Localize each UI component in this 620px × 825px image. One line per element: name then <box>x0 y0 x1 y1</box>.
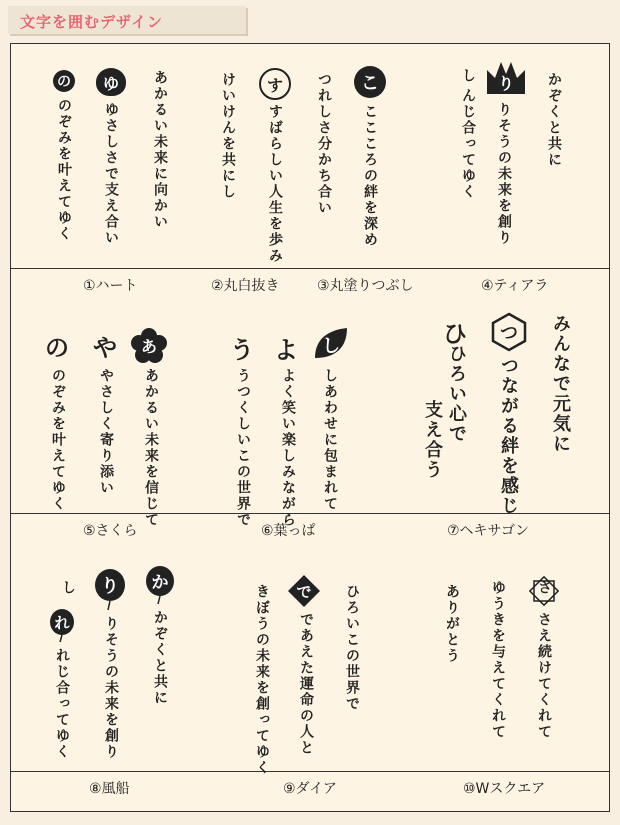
heart-badge-icon: ゆ <box>96 68 126 96</box>
design-caption: ⑤さくら <box>83 523 138 539</box>
design-sample-frame <box>10 43 610 812</box>
svg-text:り: り <box>497 74 515 93</box>
vertical-text-line: りそうの未来を創り <box>496 102 512 246</box>
vertical-text-line: うつくしいこの世界で <box>235 368 251 528</box>
balloon-badge-icon <box>143 566 177 606</box>
svg-text:か: か <box>151 573 169 593</box>
vertical-text-line: あかるい未来を信じて <box>143 368 159 528</box>
design-caption: ⑦ヘキサゴン <box>447 523 529 539</box>
vertical-text-line: し <box>460 68 476 84</box>
vertical-text-line: んじ合ってゆく <box>460 88 476 200</box>
vertical-text-line: すばらしい人生を歩み <box>267 104 283 264</box>
svg-text:つ: つ <box>500 323 518 344</box>
vertical-text-line: かぞくと共に <box>152 610 168 706</box>
design-caption: ⑩Wスクエア <box>463 781 546 797</box>
design-caption: ①ハート <box>83 278 138 294</box>
plain-big-letter: の <box>45 333 69 362</box>
vertical-text-line: きぼうの未来を創ってゆく <box>254 584 270 776</box>
vertical-text-line: ゆうきを与えてくれて <box>490 580 506 740</box>
vertical-text-line: かぞくと共に <box>546 72 562 168</box>
plain-big-letter: よ <box>274 335 298 364</box>
heart-badge-icon: の <box>53 70 75 92</box>
plain-big-letter: や <box>93 333 117 362</box>
vertical-text-line: しあわせに包まれて <box>322 368 338 512</box>
vertical-text-line: れじ合ってゆく <box>54 648 70 760</box>
design-caption: ⑨ダイア <box>283 781 337 797</box>
design-caption: ②丸白抜き <box>211 278 280 294</box>
vertical-text-line: し <box>60 580 76 596</box>
vertical-text-line: 支え合う <box>422 400 443 480</box>
vertical-text-line: つれしさ分かち合い <box>316 72 332 216</box>
row-divider <box>11 513 609 514</box>
leaf-badge-icon <box>311 326 351 362</box>
vertical-text-line: やさしく寄り添い <box>98 368 114 496</box>
vertical-text-line: ここころの絆を深め <box>362 104 378 248</box>
design-caption: ⑧風船 <box>89 781 130 797</box>
vertical-text-line: ゆさしさで支え合い <box>103 102 119 246</box>
vertical-text-line: みんなで元気に <box>550 314 571 454</box>
vertical-text-line: のぞみを叶えてゆく <box>50 368 66 512</box>
svg-text:れ: れ <box>54 614 70 632</box>
design-caption: ③丸塗りつぶし <box>317 278 414 294</box>
vertical-text-line: のぞみを叶えてゆく <box>56 98 72 242</box>
vertical-text-line: ひろいこの世界で <box>344 584 360 712</box>
diamond-badge-icon <box>287 574 321 608</box>
svg-text:あ: あ <box>140 337 158 356</box>
vertical-text-line: ありがとう <box>444 584 460 664</box>
section-title: 文字を囲むデザイン <box>20 13 163 31</box>
balloon-badge-icon <box>93 568 127 612</box>
design-caption: ⑥葉っぱ <box>261 523 316 539</box>
tiara-badge-icon <box>483 58 529 98</box>
design-caption: ④ティアラ <box>481 278 549 294</box>
svg-text:し: し <box>322 336 340 357</box>
section-header-tab <box>8 6 246 34</box>
vertical-text-line: よく笑い楽しみながら <box>280 368 296 528</box>
vertical-text-line: りそうの未来を創り <box>103 616 119 760</box>
vertical-text-line: さ さえ続けてくれて <box>536 580 552 740</box>
hexagon-badge-icon <box>489 312 529 352</box>
vertical-text-line: ひろい心で <box>446 344 467 444</box>
row-divider <box>11 268 609 269</box>
circle-filled-badge-icon: こ <box>354 66 386 98</box>
row-divider <box>11 771 609 772</box>
svg-text:で: で <box>296 583 312 601</box>
vertical-text-line: けいけんを共にし <box>220 72 236 200</box>
plain-big-letter: う <box>230 335 254 364</box>
svg-text:り: り <box>101 576 119 597</box>
vertical-text-line: つながる絆を感じ <box>498 356 519 516</box>
circle-outline-badge-icon: す <box>259 68 291 100</box>
plain-big-letter: ひ <box>443 319 467 348</box>
vertical-text-line: であえた運命の人と <box>298 612 314 756</box>
vertical-text-line: あかるい未来に向かい <box>152 70 168 230</box>
sakura-badge-icon <box>131 328 167 364</box>
balloon-badge-icon <box>47 608 77 644</box>
